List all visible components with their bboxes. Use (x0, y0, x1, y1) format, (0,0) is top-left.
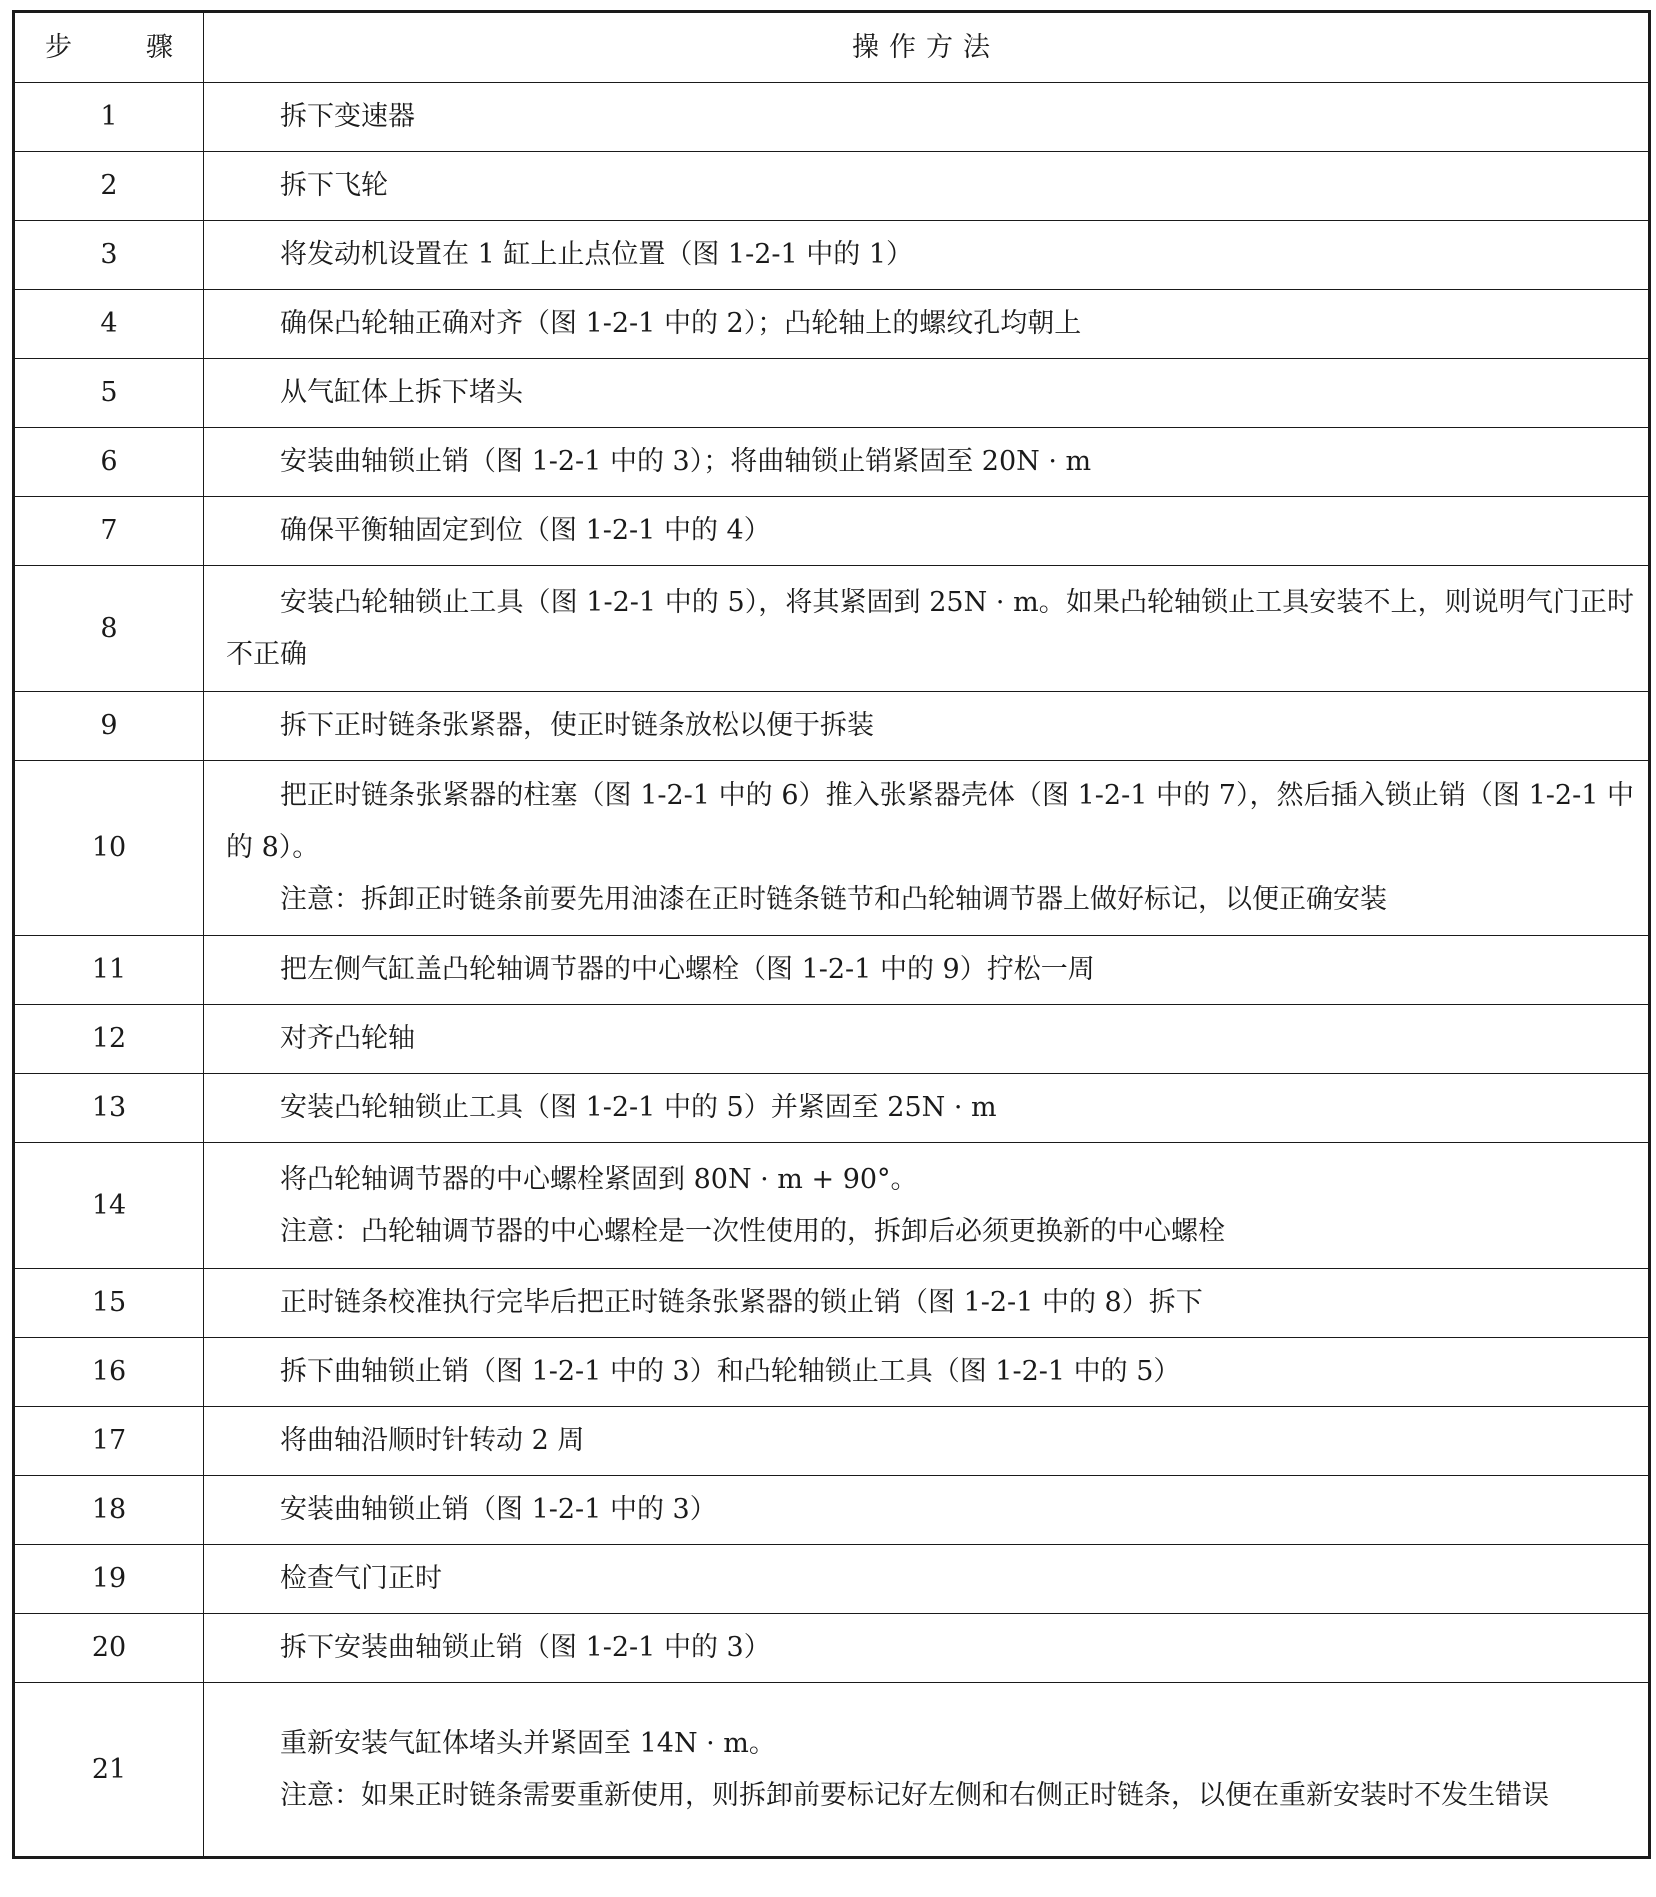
table-row (14, 936, 1650, 1005)
header-row (14, 12, 1650, 83)
step-number: 16 (14, 1338, 204, 1407)
table-row (14, 152, 1650, 221)
table-row (14, 359, 1650, 428)
step-number: 2 (14, 152, 204, 221)
table-row (14, 1338, 1650, 1407)
operation-cell (204, 1614, 1650, 1683)
step-number: 8 (14, 566, 204, 692)
operation-cell (204, 692, 1650, 761)
step-number: 6 (14, 428, 204, 497)
table-row (14, 566, 1650, 692)
operation-text: 正时链条校准执行完毕后把正时链条张紧器的锁止销（图 1-2-1 中的 8）拆下 (280, 1287, 1203, 1318)
step-number: 3 (14, 221, 204, 290)
table-row (14, 1143, 1650, 1269)
step-number: 15 (14, 1269, 204, 1338)
operation-text: 安装曲轴锁止销（图 1-2-1 中的 3） (280, 1494, 717, 1525)
operation-text: 把左侧气缸盖凸轮轴调节器的中心螺栓（图 1-2-1 中的 9）拧松一周 (280, 954, 1095, 985)
operation-cell (204, 1143, 1650, 1269)
table-row (14, 1005, 1650, 1074)
table-header (14, 12, 1650, 83)
operation-text: 重新安装气缸体堵头并紧固至 14N · m。 (280, 1727, 776, 1759)
step-number: 9 (14, 692, 204, 761)
table-row (14, 497, 1650, 566)
operation-note: 注意：如果正时链条需要重新使用，则拆卸前要标记好左侧和右侧正时链条，以便在重新安装时不发生错误 (280, 1779, 1549, 1811)
operation-cell (204, 1476, 1650, 1545)
table-row (14, 290, 1650, 359)
operation-cell (204, 1005, 1650, 1074)
operation-cell (204, 761, 1650, 936)
step-number: 11 (14, 936, 204, 1005)
operation-text: 将凸轮轴调节器的中心螺栓紧固到 80N · m + 90°。 (280, 1163, 918, 1195)
operation-text: 检查气门正时 (280, 1563, 442, 1594)
step-number: 17 (14, 1407, 204, 1476)
header-step (14, 12, 204, 83)
step-number: 7 (14, 497, 204, 566)
table-row (14, 221, 1650, 290)
operation-cell (204, 1269, 1650, 1338)
operation-text: 从气缸体上拆下堵头 (280, 377, 523, 408)
operation-note: 注意：拆卸正时链条前要先用油漆在正时链条链节和凸轮轴调节器上做好标记，以便正确安装 (280, 884, 1387, 915)
step-number: 12 (14, 1005, 204, 1074)
operation-text: 确保凸轮轴正确对齐（图 1-2-1 中的 2）；凸轮轴上的螺纹孔均朝上 (280, 308, 1082, 339)
operation-cell (204, 1407, 1650, 1476)
step-number: 20 (14, 1614, 204, 1683)
operation-cell (204, 359, 1650, 428)
step-number: 19 (14, 1545, 204, 1614)
operation-cell (204, 936, 1650, 1005)
operation-text: 拆下飞轮 (280, 170, 388, 201)
step-number: 13 (14, 1074, 204, 1143)
table-row (14, 1476, 1650, 1545)
operation-cell (204, 290, 1650, 359)
operation-cell (204, 221, 1650, 290)
operation-text: 确保平衡轴固定到位（图 1-2-1 中的 4） (280, 515, 771, 546)
header-operation: 操作方法 (204, 12, 1650, 83)
operation-cell (204, 1074, 1650, 1143)
step-number: 4 (14, 290, 204, 359)
table-row (14, 428, 1650, 497)
step-number: 14 (14, 1143, 204, 1269)
operation-text: 拆下变速器 (280, 101, 415, 132)
operation-cell (204, 83, 1650, 152)
operation-cell (204, 1338, 1650, 1407)
table-row (14, 1407, 1650, 1476)
operation-cell (204, 566, 1650, 692)
operation-cell (204, 1683, 1650, 1858)
operation-text: 对齐凸轮轴 (280, 1023, 415, 1054)
operation-text: 拆下曲轴锁止销（图 1-2-1 中的 3）和凸轮轴锁止工具（图 1-2-1 中的 5） (280, 1356, 1181, 1387)
table-row (14, 692, 1650, 761)
operation-text: 将发动机设置在 1 缸上止点位置（图 1-2-1 中的 1） (280, 239, 914, 270)
operation-cell (204, 1545, 1650, 1614)
operation-text: 安装曲轴锁止销（图 1-2-1 中的 3）；将曲轴锁止销紧固至 20N · m (280, 446, 1092, 477)
table-row (14, 1614, 1650, 1683)
table-row (14, 1074, 1650, 1143)
header-step-char-2: 骤 (146, 31, 173, 63)
step-number: 5 (14, 359, 204, 428)
table-row (14, 1683, 1650, 1858)
step-number: 1 (14, 83, 204, 152)
step-number: 21 (14, 1683, 204, 1858)
operation-text: 把正时链条张紧器的柱塞（图 1-2-1 中的 6）推入张紧器壳体（图 1-2-1 中的 7），然后插入锁止销（图 1-2-1 中的 8）。 (226, 780, 1634, 863)
table-row (14, 83, 1650, 152)
operation-cell (204, 497, 1650, 566)
operation-text: 将曲轴沿顺时针转动 2 周 (280, 1425, 585, 1456)
operation-cell (204, 428, 1650, 497)
procedure-table (12, 10, 1651, 1859)
table-row (14, 761, 1650, 936)
step-number: 18 (14, 1476, 204, 1545)
table-row (14, 1545, 1650, 1614)
operation-note: 注意：凸轮轴调节器的中心螺栓是一次性使用的，拆卸后必须更换新的中心螺栓 (280, 1215, 1225, 1247)
header-step-char-1: 步 (45, 31, 72, 63)
operation-cell (204, 152, 1650, 221)
table-row (14, 1269, 1650, 1338)
operation-text: 安装凸轮轴锁止工具（图 1-2-1 中的 5），将其紧固到 25N · m。如果凸轮轴锁止工具安装不上，则说明气门正时不正确 (226, 586, 1634, 670)
operation-text: 拆下安装曲轴锁止销（图 1-2-1 中的 3） (280, 1632, 771, 1663)
operation-text: 拆下正时链条张紧器，使正时链条放松以便于拆装 (280, 710, 874, 741)
operation-text: 安装凸轮轴锁止工具（图 1-2-1 中的 5）并紧固至 25N · m (280, 1092, 997, 1123)
table-body (14, 83, 1650, 1858)
step-number: 10 (14, 761, 204, 936)
